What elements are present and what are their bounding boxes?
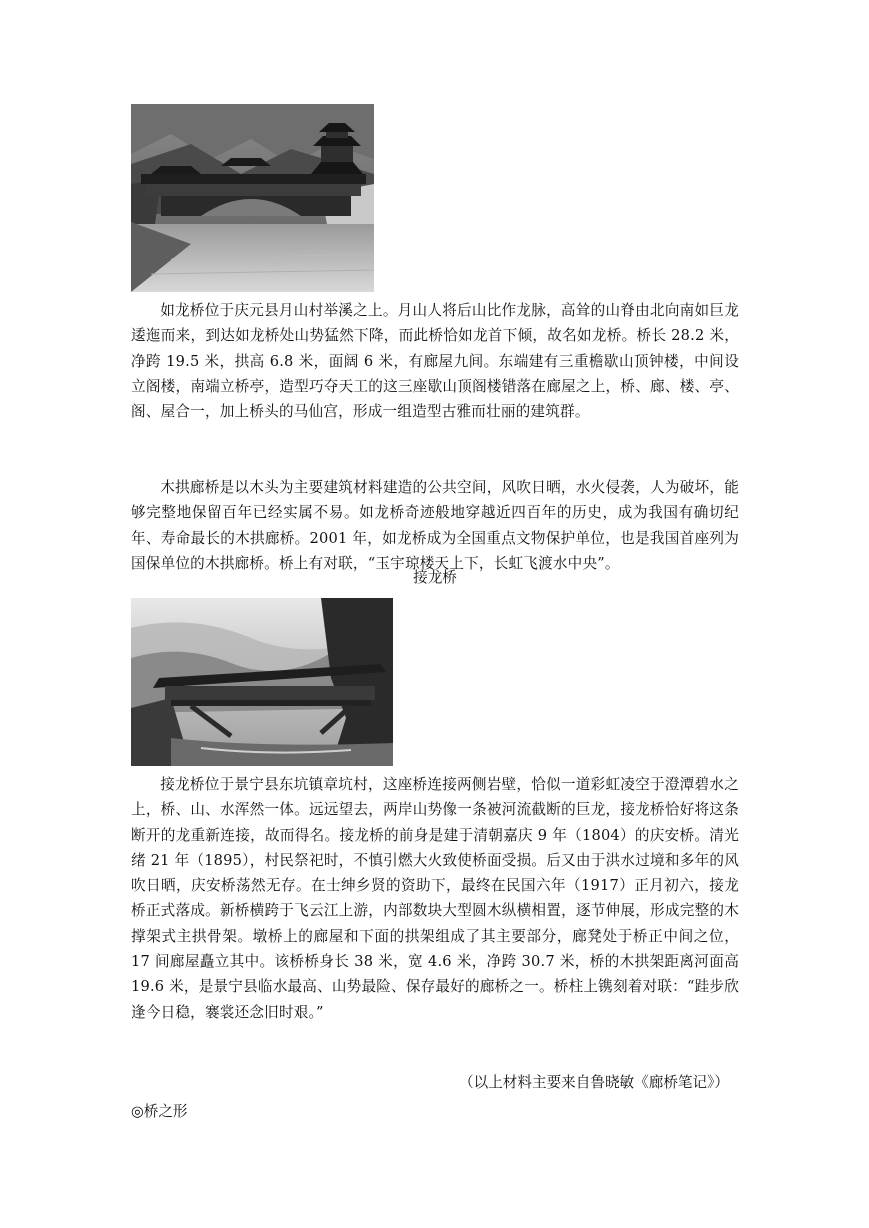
paragraph-rulong-history: 木拱廊桥是以木头为主要建筑材料建造的公共空间，风吹日晒，水火侵袭，人为破坏，能够完整地保留百年已经实属不易。如龙桥奇迹般地穿越近四百年的历史，成为我国有确切纪年、寿命最长的木拱廊桥。2001 年，如龙桥成为全国重点文物保护单位，也是我国首座列为国保单位的木拱廊桥。桥上有对联，“玉宇琼楼天上下，长虹飞渡水中央”。	[131, 479, 739, 572]
rulong-bridge-photo	[131, 104, 374, 292]
paragraph-jielong: 接龙桥位于景宁县东坑镇章坑村，这座桥连接两侧岩壁，恰似一道彩虹凌空于澄潭碧水之上，桥、山、水浑然一体。远远望去，两岸山势像一条被河流截断的巨龙，接龙桥恰好将这条断开的龙重新连接，故而得名。接龙桥的前身是建于清朝嘉庆 9 年（1804）的庆安桥。清光绪 21 年（1895），村民祭祀时，不慎引燃大火致使桥面受损。后又由于洪水过境和多年的风吹日晒，庆安桥荡然无存。在士绅乡贤的资助下，最终在民国六年（1917）正月初六，接龙桥正式落成。新桥横跨于飞云江上游，内部数块大型圆木纵横相置，逐节伸展，形成完整的木撑架式主拱骨架。墩桥上的廊屋和下面的拱架组成了其主要部分，廊凳处于桥正中间之位，17 间廊屋矗立其中。该桥桥身长 38 米，宽 4.6 米，净跨 30.7 米，桥的木拱架距离河面高 19.6 米，是景宁县临水最高、山势最险、保存最好的廊桥之一。桥柱上镌刻着对联：“跬步欣逢今日稳，褰裳还念旧时艰。”	[131, 776, 739, 1021]
section-heading: ◎桥之形	[131, 1103, 188, 1120]
jielong-bridge-photo	[131, 598, 393, 766]
caption-jielong: 接龙桥	[413, 569, 457, 586]
paragraph-rulong-intro: 如龙桥位于庆元县月山村举溪之上。月山人将后山比作龙脉，高耸的山脊由北向南如巨龙逶迤而来，到达如龙桥处山势猛然下降，而此桥恰如龙首下倾，故名如龙桥。桥长 28.2 米，净跨 19.5 米，拱高 6.8 米，面阔 6 米，有廊屋九间。东端建有三重檐歇山顶钟楼，中间设立阁楼，南端立桥亭，造型巧夺天工的这三座歇山顶阁楼错落在廊屋之上，桥、廊、楼、亭、阁、屋合一，加上桥头的马仙宫，形成一组造型古雅而壮丽的建筑群。	[131, 302, 739, 421]
source-note: （以上材料主要来自鲁晓敏《廊桥笔记》）	[459, 1074, 729, 1091]
